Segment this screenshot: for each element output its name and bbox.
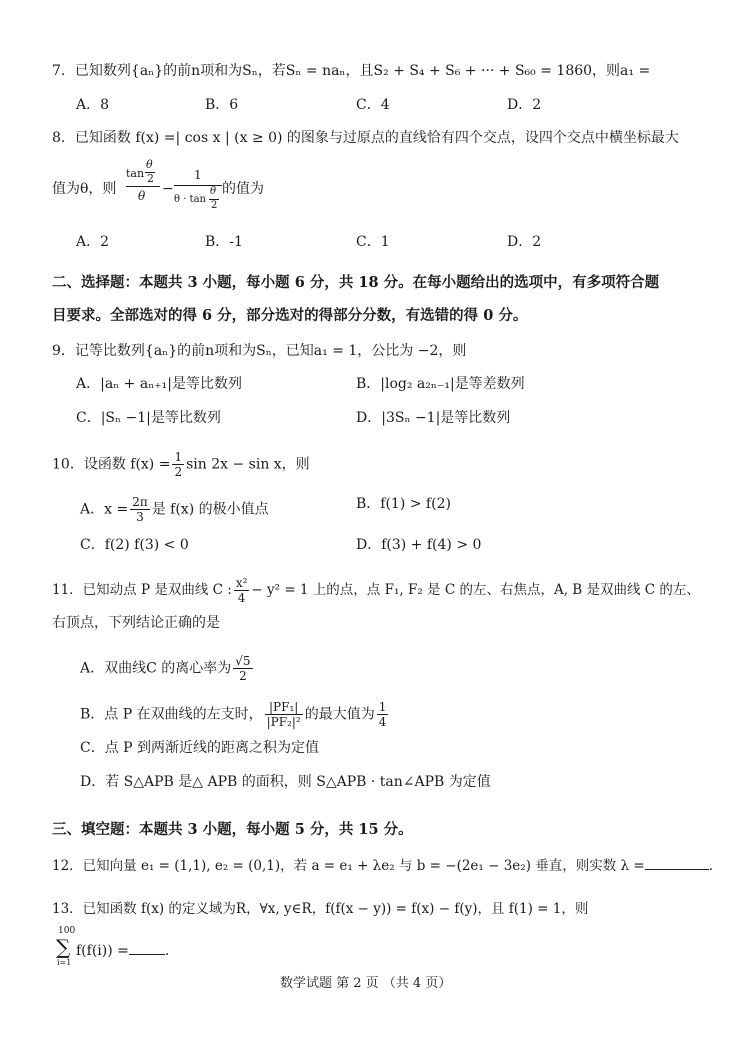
q9-option-b: B．|log₂ a₂ₙ₋₁|是等差数列	[356, 376, 525, 392]
q9-stem: 9．记等比数列{aₙ}的前n项和为Sₙ，已知a₁ = 1，公比为 −2，则	[52, 343, 467, 359]
q8-frac2-den-top: θ	[210, 186, 217, 197]
q8-frac1-bar	[126, 186, 160, 187]
q10-stem	[52, 450, 310, 479]
q10-option-c: C．f(2) f(3) < 0	[80, 537, 189, 553]
q8-stem-prefix: 值为θ，则	[52, 181, 117, 197]
section3-heading: 三、填空题：本题共 3 小题，每小题 5 分，共 15 分。	[52, 821, 413, 838]
q10-stem-prefix: 10．设函数 f(x) =	[52, 456, 171, 473]
q13-sum-sign: ∑	[56, 935, 71, 959]
q8-option-d: D．2	[507, 234, 542, 250]
q13-sum-upper: 100	[58, 926, 76, 936]
q13-summation	[54, 926, 76, 968]
q8-option-c: C．1	[356, 234, 390, 250]
q9-option-c: C．|Sₙ −1|是等比数列	[76, 410, 221, 426]
page-footer: 数学试题 第 2 页 （共 4 页）	[280, 976, 452, 991]
q8-minus: −	[162, 181, 174, 197]
q10-option-b: B．f(1) > f(2)	[356, 496, 451, 512]
q13-sum-expression: f(f(i)) = .	[76, 940, 169, 960]
q11-optb-fraction: $\frac{\text{|PF₁|}}{\text{|PF₂|²}}$	[266, 700, 301, 729]
q12-answer-blank[interactable]	[645, 855, 709, 870]
q7-option-d: D．2	[507, 97, 542, 113]
q13-answer-blank[interactable]	[129, 940, 165, 955]
q8-stem-line1: 8．已知函数 f(x) =| cos x | (x ≥ 0) 的图象与过原点的直线恰有四个交点，设四个交点中横坐标最大	[52, 130, 679, 146]
q11-option-d: D．若 S△APB 是△ APB 的面积，则 S△APB · tan∠APB 为定值	[80, 774, 491, 790]
q11-stem-line2: 右顶点，下列结论正确的是	[52, 615, 220, 631]
q11-option-b: B．点 P 在双曲线的左支时， $\frac{\text{|PF₁|}}{\text{|PF₂|²}}$ 的最大值为 $\frac{1}{4}$	[80, 700, 387, 729]
q8-frac2-den-bot: 2	[211, 200, 218, 211]
q10-stem-suffix: sin 2x − sin x，则	[186, 456, 310, 473]
q8-option-b: B．-1	[205, 234, 243, 250]
q8-frac1-two: 2	[147, 172, 154, 185]
q9-option-a: A．|aₙ + aₙ₊₁|是等比数列	[76, 376, 242, 392]
q10-option-d: D．f(3) + f(4) > 0	[356, 537, 482, 553]
q13-sum-lower: i=1	[57, 958, 72, 967]
q8-frac2-num: 1	[194, 168, 202, 182]
q9-option-d: D．|3Sₙ −1|是等比数列	[356, 410, 511, 426]
q11-stem-line1: 11．已知动点 P 是双曲线 C : $\frac{\text{x²}}{4}$ − y² = 1 上的点，点 F₁, F₂ 是 C 的左、右焦点，A, B 是双曲线 C 的左、	[52, 576, 700, 605]
q8-fraction-1	[126, 158, 160, 206]
q8-stem-suffix: 的值为	[222, 181, 264, 197]
section2-heading-line2: 目要求。全部选对的得 6 分，部分选对的得部分分数，有选错的得 0 分。	[52, 307, 528, 324]
q7-option-b: B．6	[205, 97, 239, 113]
q8-frac1-den: θ	[138, 189, 146, 203]
q11-option-a: A．双曲线C 的离心率为 $\frac{√5}{2}$	[80, 654, 251, 683]
q8-frac1-theta-top: θ	[146, 158, 153, 171]
q7-option-c: C．4	[356, 97, 390, 113]
q10-half-fraction: $\frac{1}{2}$	[174, 450, 183, 479]
q11-curve-fraction: $\frac{\text{x²}}{4}$	[235, 576, 248, 605]
q11-opta-fraction: $\frac{√5}{2}$	[235, 654, 251, 683]
q11-option-c: C．点 P 到两渐近线的距离之积为定值	[80, 740, 320, 756]
q7-stem: 7．已知数列{aₙ}的前n项和为Sₙ，若Sₙ = naₙ，且S₂ + S₄ + S₆ + ··· + S₆₀ = 1860，则a₁ =	[52, 63, 651, 79]
q11-optb-value-fraction: $\frac{1}{4}$	[378, 700, 387, 729]
q8-option-a: A．2	[76, 234, 110, 250]
q8-frac1-tan: tan	[126, 167, 145, 180]
q8-fraction-2	[174, 168, 222, 220]
q10-opta-fraction: $\frac{2\pi}{3}$	[132, 495, 148, 524]
q13-stem: 13．已知函数 f(x) 的定义域为R，∀x, y∈R，f(f(x − y)) = f(x) − f(y)，且 f(1) = 1，则	[52, 901, 589, 917]
section2-heading-line1: 二、选择题：本题共 3 小题，每小题 6 分，共 18 分。在每小题给出的选项中，有多项符合题	[52, 274, 660, 291]
q8-frac2-den-left: θ · tan	[174, 194, 206, 205]
q12-stem: 12．已知向量 e₁ = (1,1), e₂ = (0,1)，若 a = e₁ + λe₂ 与 b = −(2e₁ − 3e₂) 垂直，则实数 λ = .	[52, 855, 713, 875]
q10-option-a: A．x = $\frac{2\pi}{3}$ 是 f(x) 的极小值点	[80, 495, 269, 524]
q7-option-a: A．8	[76, 97, 110, 113]
